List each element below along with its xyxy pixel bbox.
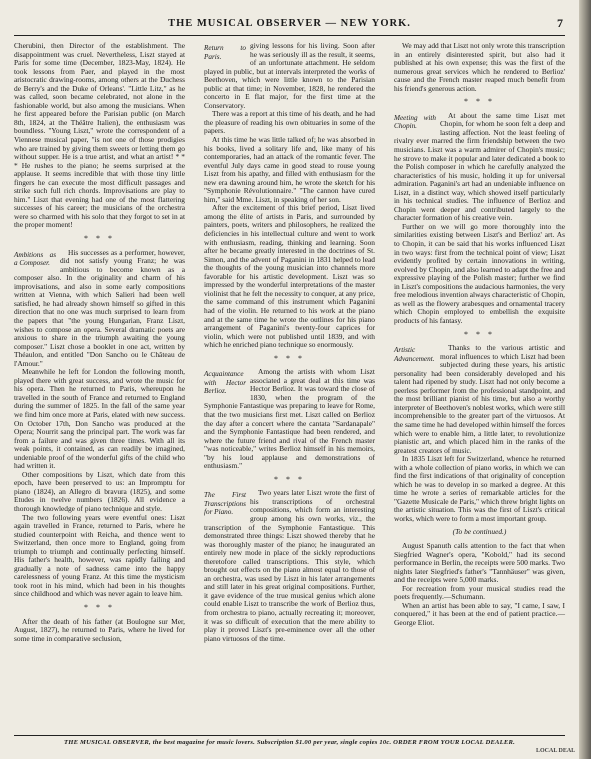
column-3 — [394, 42, 565, 628]
paragraph: Return to Paris. giving lessons for his living. Soon after he was seriously ill as the result, it seems, of an unfortunate attachment. He seldom played in public, but at intervals interpreted the works of Beethoven, which were little known to the Parisian public at that time; in November, 1828, he rendered the concerto in E flat major, for the first time at the Conservatory. — [204, 41, 375, 110]
column-2 — [204, 42, 375, 643]
sidenote-transcriptions: The First Transcriptions for Piano. — [204, 491, 246, 517]
paragraph: There was a report at this time of his death, and he had the pleasure of reading his own obituaries in some of the papers. — [204, 109, 375, 136]
page-footer: THE MUSICAL OBSERVER, the best magazine for music lovers. Subscription $1.00 per year, single copies 10c. ORDER FROM YOUR LOCAL DEALER. — [64, 739, 515, 746]
paragraph: We may add that Liszt not only wrote this transcription in an entirely disinterested spirit, but also had it published at his own expense; this was the first of the numerous great services which he rendered to Berlioz' cause and the French master reaped much benefit from his friend's generous action. — [394, 41, 565, 93]
paragraph: Cherubini, then Director of the establishment. The disappointment was cruel. Nevertheless, Liszt stayed at Paris for some time (December, 1823-May, 1824). He took lessons from Paer, and played in the most aristocratic drawing-rooms, among others at the Duchess de Berry's and the Duke of Orleans'. "Little Litz," as he was called, soon became celebrated, not alone in the fashionable world, but also among the musicians. When he first appeared before the Parisian public (on March 8th, 1824, at the Théâtre Italien), the enthusiasm was boundless. "Young Liszt," wrote the correspondent of a Viennese musical paper, "is not one of those prodigies who are trained by giving them sweets or letting them go without supper. He is a true artist, and what an artist! * * * He rushes to the piano; he seems surprised at the applause. It seems incredible that with those tiny little fingers he can execute the most difficult passages and strike such full rich chords. Improvisations are play to him." Liszt that evening had one of the most flattering successes of his career; the musicians of the orchestra were so charmed with his solo that they forgot to set in at the proper moment! — [14, 41, 185, 230]
paragraph: Ambitions as a Composer. His successes as a performer, however, did not satisfy young Franz; he was ambitious to become known as a composer also. In the originality and charm of his improvisations, and also in some early compositions written at Vienna, with which Salieri had been well satisfied, he had already shown himself so gifted in this direction that no one was much surprised to learn from the papers that "the young Hungarian, Franz Liszt, wishes to compose an opera. Several dramatic poets are anxious to share in the triumph awaiting the young composer." Liszt chose a booklet in one act, written by Théaulon, and entitled "Don Sancho ou le Château de l'Amour." — [14, 247, 185, 368]
section-separator: * * * — [464, 97, 495, 107]
section-separator: * * * — [464, 329, 495, 339]
paragraph: The two following years were eventful ones: Liszt again travelled in France, returned to Paris, where he studied counterpoint with Reicha, and thence went to Switzerland, then once more to England, going from triumph to triumph and continually perfecting himself. His father's health, however, was rapidly failing and gradually a note of sadness came into the happy carelessness of young Franz. At this time the mysticism took root in his mind, which had been in his thoughts since childhood and which was never again to leave him. — [14, 512, 185, 599]
header-rule — [14, 35, 565, 36]
to-be-continued: (To be continued.) — [452, 526, 507, 536]
sidenote-ambitions: Ambitions as a Composer. — [14, 250, 56, 268]
masthead-title: THE MUSICAL OBSERVER — NEW YORK. — [168, 18, 411, 29]
paragraph: Artistic Advancement. Thanks to the various artistic and moral influences to which Liszt had been subjected during these years, his artistic personality had been considerably developed and his talent had ripened by study. Liszt had not only become a peerless performer from the professional standpoint, and the most brilliant pianist of his time, but also a worthy interpreter of Beethoven's noblest works, which were still incomprehensible to the greater part of the virtuosos. At the same time he had developed within himself the forces which were to enable him, a little later, to revolutionize pianistic art, and which placed him in the ranks of the greatest creators of music. — [394, 343, 565, 455]
paragraph: Meeting with Chopin. At about the same time Liszt met Chopin, for whom he soon felt a deep and lasting affection. Not the least feeling of rivalry ever marred the firm friendship between the two musicians. Liszt was a warm admirer of Chopin's music; he strove to make it popular and later dedicated a book to the Polish composer in which he carefully analyzed the characteristics of his music, holding it up for universal admiration. Paganini's art had an undeniable influence on Liszt, in a distinct way, which showed itself particularly in his technical studies. The influence of Berlioz and Chopin went deeper and contributed largely to the character formation of his creative vein. — [394, 110, 565, 223]
sidenote-berlioz: Acquaintance with Hector Berlioz. — [204, 370, 246, 396]
paragraph: After the death of his father (at Boulogne sur Mer, August, 1827), he returned to Paris, where he lived for some time in comparative seclusion, — [14, 616, 185, 643]
paragraph: At this time he was little talked of; he was absorbed in his books, lived a solitary life and, like many of his contemporaries, had an attack of the romantic fever. The eventful July days came in good stead to rouse young Liszt from his apathy, and filled with enthusiasm for the new era dawning around him, he wrote the sketch for his "Symphonie Révolutionnaire." "The cannon have cured him," said Mme. Liszt, in speaking of her son. — [204, 135, 375, 204]
paragraph: Acquaintance with Hector Berlioz. Among the artists with whom Liszt associated a great deal at this time was Hector Berlioz. It was toward the close of 1830, when the program of the Symphonie Fantastique was preparing to leave for Rome, that the two musicians first met. Liszt called on Berlioz the day after a concert where the cantata "Sardanapale" and the Symphonie Fantastique had been rendered, and where the future friend and rival of the French master "was noticeable," writes Berlioz himself in his memoirs, "by his loud applause and demonstrations of enthusiasm." — [204, 367, 375, 471]
section-separator: * * * — [84, 234, 115, 244]
footer-rule — [14, 735, 565, 736]
quote: For recreation from your musical studies read the poets frequently.—Schumann. — [394, 583, 565, 602]
paragraph: August Spanuth calls attention to the fact that when Siegfried Wagner's opera, "Kobold," had its second performance in Berlin, the receipts were 500 marks. Two nights later Siegfried's father's "Tannhäuser" was given, and the receipts were 5,000 marks. — [394, 541, 565, 585]
paragraph: After the excitement of this brief period, Liszt lived among the élite of artists in Paris, and surrounded by painters, poets, writers and philosophers, he realized the deficiencies in his intellectual culture and went to work with enthusiasm, reading, thinking and learning. Soon after he became greatly interested in the doctrines of St. Simon, and the advent of Paganini in 1831 helped to lead the thoughts of the young musician into channels more favorable for his artistic development. Liszt was so impressed by the wonderful interpretations of the master violinist that he felt the necessity to conquer, at any price, the same command of this instrument which Paganini had of the violin. He returned to his work at the piano and at the same time he wrote the outlines for his piano arrangement of Paganini's twenty-four caprices for violin, which were not published until 1839, and with which he enriched piano technique so enormously. — [204, 203, 375, 350]
column-1 — [14, 42, 185, 643]
paragraph: Meanwhile he left for London the following month, played there with great success, and wrote the music for his opera. Then he returned to Paris, whereupon he travelled in the south of France and returned to England during the summer of 1825. In the fall of the same year we find him once more at Paris, elated with new success. On October 17th, Don Sancho was produced at the Opera; Nourrit sang the principal part. The work was far from a failure and was given three times. With all its weak points, it contained, as can readily be imagined, undeniable proof of the wonderful gifts of the child who had written it. — [14, 367, 185, 471]
quote: When an artist has been able to say, "I came, I saw, I conquered," it has been at the end of patient practice.—George Eliot. — [394, 600, 565, 627]
page-edge-shadow — [579, 0, 591, 759]
paragraph: Further on we will go more thoroughly into the similarities existing between Liszt's and Berlioz' art. As to Chopin, it can be said that his works influenced Liszt in two ways: first from the technical point of view; Liszt evidently profited by certain innovations in writing, evolved by Chopin, and also learned to adapt the free and expressive playing of the Polish master; further we find in Liszt's compositions the audacious harmonies, the very free melodious invention always characteristic of Chopin, as well as the flowery arabesques and ornamental tracery which Chopin employed to embellish the exquisite products of his fantasy. — [394, 221, 565, 325]
sidenote-artistic: Artistic Advancement. — [394, 346, 435, 363]
paragraph: In 1835 Liszt left for Switzerland, whence he returned with a whole collection of piano works, in which we can find the first indications of that originality of conception which he was to develop in so marked a degree. At this time he wrote a series of remarkable articles for the "Gazette Musicale de Paris," which threw bright lights on the artistic situation. This was the first of Liszt's critical works, which were to form a most important group. — [394, 454, 565, 523]
sidenote-chopin: Meeting with Chopin. — [394, 113, 436, 131]
page-header — [0, 16, 579, 36]
section-separator: * * * — [274, 474, 305, 484]
page-number: 7 — [557, 16, 563, 30]
paragraph: The First Transcriptions for Piano. Two years later Liszt wrote the first of his transcriptions of orchestral compositions, which form an interesting group among his own works, viz., the transcription of the Symphonie Fantastique. This demonstrated three things: Liszt showed thereby that he was thoroughly master of the piano; he inaugurated an entirely new mode in place of the sickly reproductions theretofore called transcriptions. This style, which brought out effects on the piano almost equal to those of an orchestra, was used by Liszt in his later arrangements and still later in his great original compositions. Further, it gave evidence of the true musical genius which alone could enable Liszt to transcribe the work of Berlioz thus, from orchestra to piano, actually recreating it; moreover, it was so difficult of execution that the mere ability to play it proved Liszt's pre-eminence over all the other piano virtuosos of the time. — [204, 488, 375, 643]
cut-off-text: LOCAL DEAL — [536, 748, 576, 754]
section-separator: * * * — [84, 603, 115, 612]
paragraph: Other compositions by Liszt, which date from this epoch, have been preserved to us: an Impromptu for piano (1824), an Allegro di bravura (1825), and some Etudes in twelve numbers (1826). All evidence a thorough knowledge of piano technique and style. — [14, 469, 185, 513]
section-separator: * * * — [274, 353, 305, 363]
sidenote-return: Return to Paris. — [204, 44, 246, 61]
